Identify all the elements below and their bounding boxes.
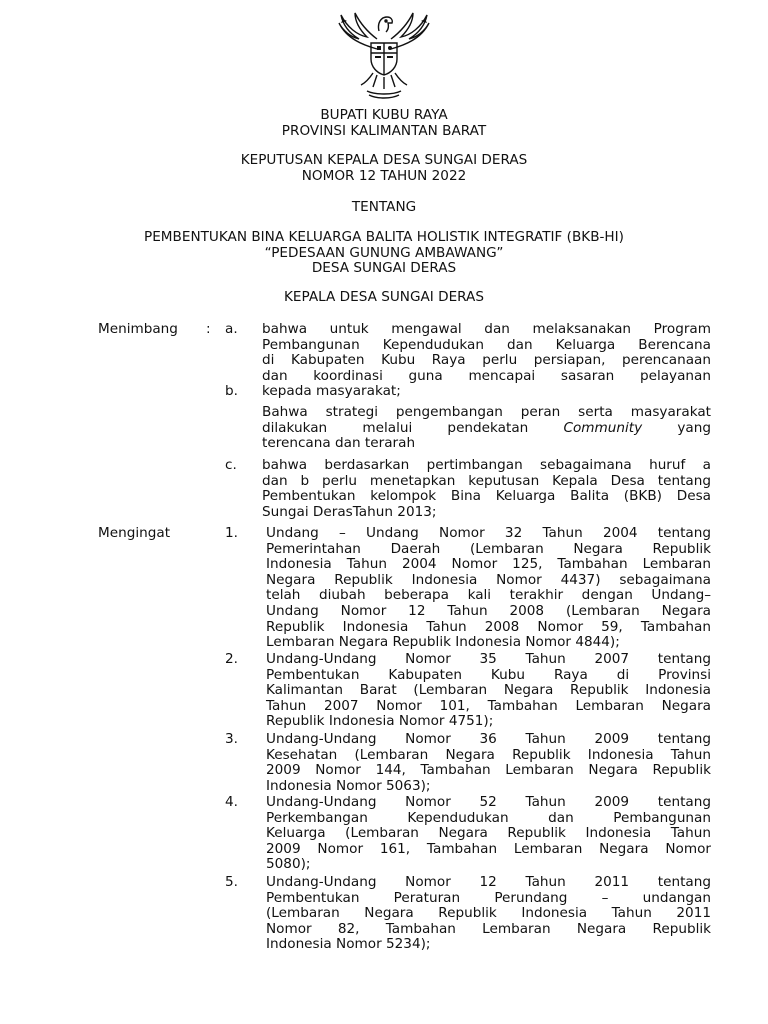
text-line: Pembentukan Kabupaten Kubu Raya di Provinsi bbox=[266, 666, 711, 683]
text-line: Republik Indonesia Nomor 4751); bbox=[266, 713, 494, 730]
text-line: Undang-Undang Nomor 12 Tahun 2011 tentang bbox=[266, 874, 711, 890]
decision-number: NOMOR 12 TAHUN 2022 bbox=[301, 167, 467, 184]
text-line: Negara Republik Indonesia Nomor 4437) sebagaimana bbox=[266, 571, 711, 588]
text-line: Indonesia Nomor 5063); bbox=[266, 777, 431, 794]
text-line: di Kabupaten Kubu Raya perlu persiapan, perencanaan bbox=[262, 352, 711, 369]
province-title: PROVINSI KALIMANTAN BARAT bbox=[281, 122, 487, 139]
text-line: Undang – Undang Nomor 32 Tahun 2004 tentang bbox=[266, 525, 711, 541]
menimbang-label: Menimbang bbox=[98, 321, 178, 337]
text-line: 2009 Nomor 161, Tambahan Lembaran Negara Nomor bbox=[266, 840, 711, 857]
about-heading: TENTANG bbox=[351, 199, 417, 215]
text-line: Undang-Undang Nomor 52 Tahun 2009 tentang bbox=[266, 794, 711, 810]
item-3-text bbox=[266, 732, 711, 794]
mengingat-label: Mengingat bbox=[98, 525, 171, 541]
subject-line-1: PEMBENTUKAN BINA KELUARGA BALITA HOLISTIK INTEGRATIF (BKB-HI) bbox=[144, 229, 624, 245]
decision-heading bbox=[0, 153, 768, 184]
decision-title: KEPUTUSAN KEPALA DESA SUNGAI DERAS bbox=[240, 152, 528, 168]
text-line: Pembentukan Peraturan Perundang – undangan bbox=[266, 889, 711, 906]
text-line: Indonesia Tahun 2004 Nomor 125, Tambahan Lembaran bbox=[266, 556, 711, 573]
heading-block bbox=[0, 108, 768, 139]
text-line: Pembangunan Kependudukan dan Keluarga Berencana bbox=[262, 336, 711, 353]
text-line: telah diubah beberapa kali terakhir dengan Undang– bbox=[266, 587, 711, 604]
text-line: Kalimantan Barat (Lembaran Negara Republik Indonesia bbox=[266, 682, 711, 699]
text-line: Keluarga (Lembaran Negara Republik Indonesia Tahun bbox=[266, 825, 711, 842]
item-5-text bbox=[266, 875, 711, 953]
subject-block bbox=[0, 230, 768, 277]
point-a-marker: a. bbox=[225, 321, 238, 337]
item-2-marker: 2. bbox=[225, 651, 238, 667]
text-fragment: yang bbox=[677, 419, 711, 436]
menimbang-colon: : bbox=[206, 321, 211, 337]
text-line: Indonesia Nomor 5234); bbox=[266, 936, 431, 953]
text-line: Nomor 82, Tambahan Lembaran Negara Republik bbox=[266, 920, 711, 937]
text-line: Sungai DerasTahun 2013; bbox=[262, 503, 437, 520]
text-line bbox=[262, 421, 711, 437]
text-line: bahwa untuk mengawal dan melaksanakan Program bbox=[262, 321, 711, 337]
text-line: (Lembaran Negara Republik Indonesia Tahun 2011 bbox=[266, 905, 711, 922]
text-line: Pembentukan kelompok Bina Keluarga Balita (BKB) Desa bbox=[262, 488, 711, 505]
item-2-text bbox=[266, 652, 711, 730]
item-4-text bbox=[266, 795, 711, 873]
text-line: dan b perlu menetapkan keputusan Kepala Desa tentang bbox=[262, 472, 711, 489]
text-line: Kesehatan (Lembaran Negara Republik Indonesia Tahun bbox=[266, 746, 711, 763]
text-line: 5080); bbox=[266, 856, 311, 873]
text-line: kepada masyarakat; bbox=[262, 383, 401, 400]
text-line: Undang-Undang Nomor 35 Tahun 2007 tentang bbox=[266, 651, 711, 667]
subject-line-3: DESA SUNGAI DERAS bbox=[311, 260, 457, 277]
text-line: Perkembangan Kependudukan dan Pembangunan bbox=[266, 809, 711, 826]
italic-term: Community bbox=[563, 419, 643, 436]
point-c-marker: c. bbox=[225, 457, 237, 473]
item-1-text bbox=[266, 526, 711, 651]
item-3-marker: 3. bbox=[225, 731, 238, 747]
regent-title: BUPATI KUBU RAYA bbox=[320, 107, 448, 123]
point-b-marker: b. bbox=[225, 383, 238, 399]
text-line: terencana dan terarah bbox=[262, 435, 416, 452]
text-line: Lembaran Negara Republik Indonesia Nomor 4844); bbox=[266, 634, 620, 651]
text-line: bahwa berdasarkan pertimbangan sebagaimana huruf a bbox=[262, 457, 711, 473]
item-4-marker: 4. bbox=[225, 794, 238, 810]
point-a-text bbox=[262, 322, 711, 400]
text-line: Pemerintahan Daerah (Lembaran Negara Republik bbox=[266, 540, 711, 557]
point-b-text bbox=[262, 405, 711, 452]
item-5-marker: 5. bbox=[225, 874, 238, 890]
text-line: Undang Nomor 12 Tahun 2008 (Lembaran Negara bbox=[266, 602, 711, 619]
text-line: Tahun 2007 Nomor 101, Tambahan Lembaran Negara bbox=[266, 697, 711, 714]
text-line: 2009 Nomor 144, Tambahan Lembaran Negara Republik bbox=[266, 762, 711, 779]
subject-line-2: “PEDESAAN GUNUNG AMBAWANG” bbox=[264, 244, 504, 261]
garuda-emblem-icon bbox=[333, 9, 435, 101]
point-c-text bbox=[262, 458, 711, 520]
text-line: Bahwa strategi pengembangan peran serta masyarakat bbox=[262, 404, 711, 420]
text-line: Undang-Undang Nomor 36 Tahun 2009 tentang bbox=[266, 731, 711, 747]
text-line: dan koordinasi guna mencapai sasaran pelayanan bbox=[262, 367, 711, 384]
item-1-marker: 1. bbox=[225, 525, 238, 541]
text-fragment: dilakukan melalui pendekatan bbox=[262, 419, 529, 436]
issuer-heading: KEPALA DESA SUNGAI DERAS bbox=[284, 289, 484, 305]
text-line: Republik Indonesia Tahun 2008 Nomor 59, Tambahan bbox=[266, 618, 711, 635]
